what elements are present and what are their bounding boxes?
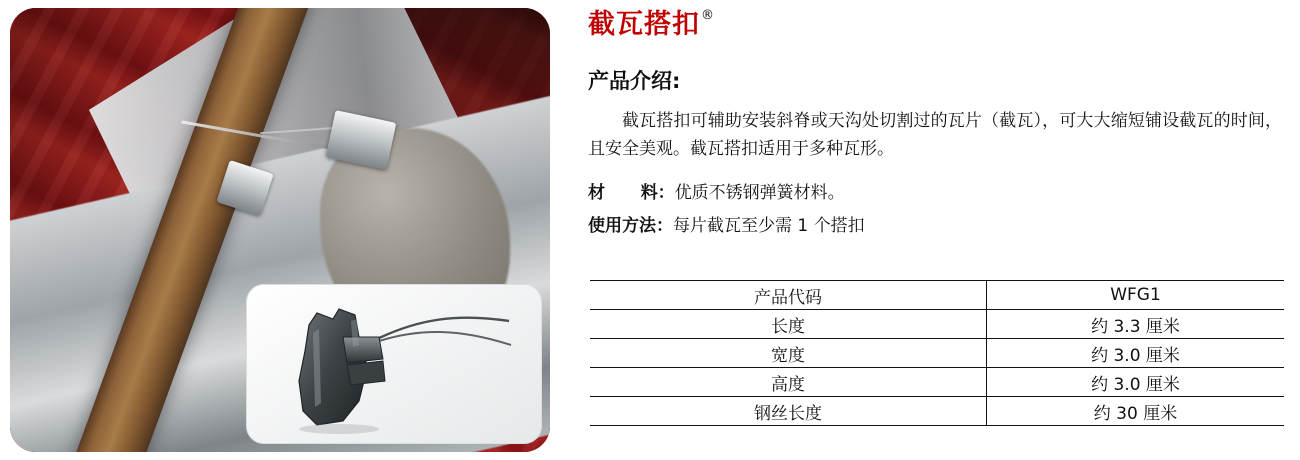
spec-name: 长度 [590,310,987,339]
product-detail-inset [246,284,542,444]
specification-table-body [590,281,1284,426]
spec-value: 约 3.0 厘米 [987,339,1285,368]
spec-name: 高度 [590,368,987,397]
product-title-text: 截瓦搭扣 [588,9,700,40]
product-description: 截瓦搭扣可辅助安装斜脊或天沟处切割过的瓦片（截瓦），可大大缩短铺设截瓦的时间，且安全美观。截瓦搭扣适用于多种瓦形。 [588,111,1282,159]
table-row [590,397,1284,426]
spec-value: WFG1 [987,281,1285,310]
table-row [590,339,1284,368]
usage-line [588,211,865,236]
section-heading: 产品介绍: [588,69,681,93]
spec-value: 约 3.0 厘米 [987,368,1285,397]
spec-value: 约 3.3 厘米 [987,310,1285,339]
specification-table [590,280,1284,426]
product-title [588,10,714,40]
clip-render-icon [247,285,541,443]
usage-label: 使用方法： [588,216,673,236]
spec-name: 产品代码 [590,281,987,310]
table-row [590,368,1284,397]
material-line [588,178,845,203]
material-label-suffix: 料： [640,183,675,203]
spec-name: 钢丝长度 [590,397,987,426]
material-value: 优质不锈钢弹簧材料。 [674,183,845,203]
registered-trademark-icon: ® [701,8,714,23]
product-photo [10,8,550,452]
spec-name: 宽度 [590,339,987,368]
table-row [590,310,1284,339]
usage-value: 每片截瓦至少需 1 个搭扣 [673,216,865,236]
spec-value: 约 30 厘米 [987,397,1285,426]
table-row [590,281,1284,310]
material-label: 材 [588,183,605,203]
product-text-column [588,0,1288,460]
